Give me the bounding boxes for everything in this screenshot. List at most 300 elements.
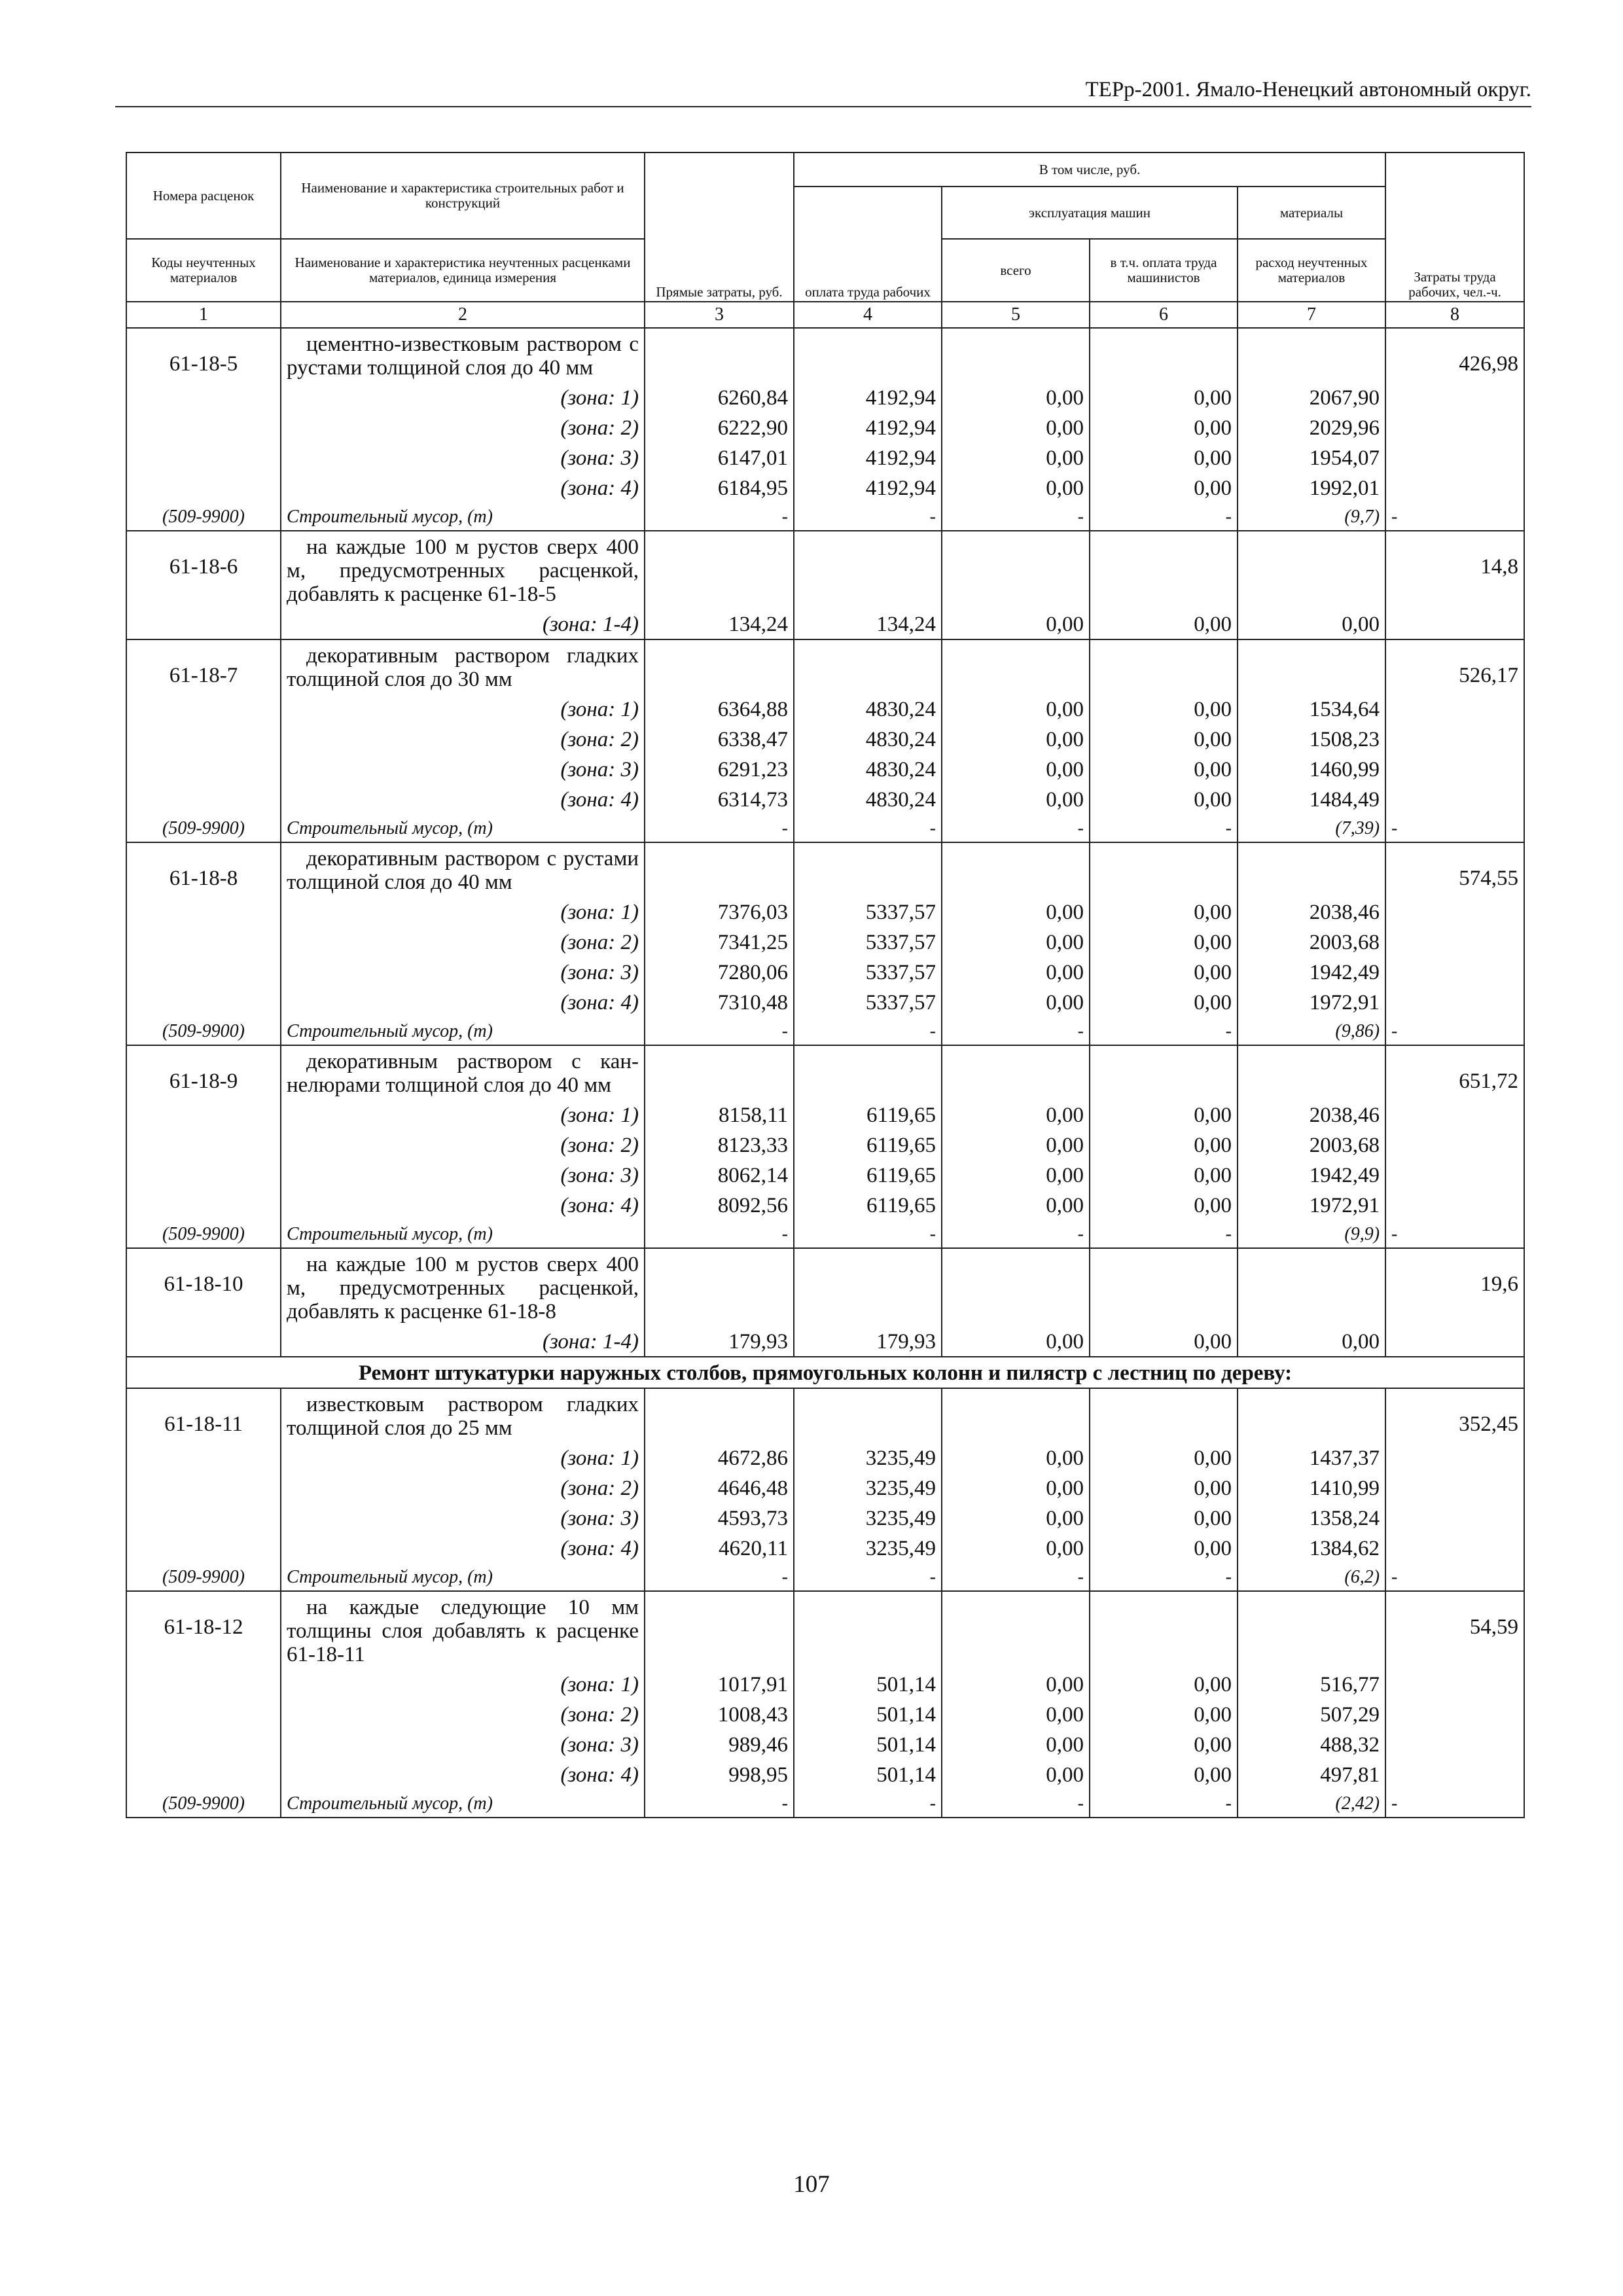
wages-cost: 3235,49: [794, 1533, 942, 1563]
empty-cell: [1238, 1248, 1385, 1326]
empty-cell: [1090, 1248, 1238, 1326]
table-body: [126, 302, 1524, 1818]
rate-description: декоративным раствором гладких толщиной слоя до 30 мм: [281, 639, 645, 694]
materials-cost: 1384,62: [1238, 1533, 1385, 1563]
empty-cell: [942, 639, 1090, 694]
zone-label: (зона: 1): [281, 897, 645, 927]
zone-label: (зона: 4): [281, 473, 645, 503]
material-code: (509-9900): [126, 1017, 281, 1045]
empty-cell: [1238, 531, 1385, 609]
th-col2-bottom: Наименование и характеристика неучтенных расценками материалов, единица измерения: [281, 239, 645, 302]
section-heading-row: [126, 1357, 1524, 1388]
material-name: Строительный мусор, (т): [281, 1563, 645, 1591]
materials-cost: 0,00: [1238, 1326, 1385, 1357]
machines-total: 0,00: [942, 382, 1090, 412]
wages-cost: 3235,49: [794, 1473, 942, 1503]
dash-cell: -: [1090, 1017, 1238, 1045]
machines-total: 0,00: [942, 897, 1090, 927]
empty-cell: [794, 328, 942, 382]
materials-cost: 1437,37: [1238, 1443, 1385, 1473]
wages-cost: 3235,49: [794, 1503, 942, 1533]
wages-cost: 501,14: [794, 1729, 942, 1759]
direct-cost: 7376,03: [645, 897, 794, 927]
empty-cell: [794, 639, 942, 694]
direct-cost: 1008,43: [645, 1699, 794, 1729]
empty-cell: [1238, 328, 1385, 382]
wages-cost: 5337,57: [794, 927, 942, 957]
materials-cost: 497,81: [1238, 1759, 1385, 1789]
empty-cell: [1385, 382, 1524, 412]
zone-row: [126, 1759, 1524, 1789]
empty-cell: [1385, 1443, 1524, 1473]
empty-cell: [1238, 1388, 1385, 1443]
dash-cell: -: [645, 1789, 794, 1818]
direct-cost: 6260,84: [645, 382, 794, 412]
empty-cell: [645, 531, 794, 609]
empty-cell: [126, 609, 281, 639]
dash-cell: -: [1090, 1789, 1238, 1818]
machines-total: 0,00: [942, 1190, 1090, 1220]
empty-cell: [1238, 1045, 1385, 1100]
machinist-wages: 0,00: [1090, 1100, 1238, 1130]
empty-cell: [1385, 1160, 1524, 1190]
wages-cost: 134,24: [794, 609, 942, 639]
rate-description: цементно-известковым раствором с рустами толщиной слоя до 40 мм: [281, 328, 645, 382]
dash-cell: -: [942, 1563, 1090, 1591]
rate-code: 61-18-5: [126, 328, 281, 382]
rate-description: на каждые 100 м рустов сверх 400 м, предусмотренных расценкой, добавлять к расценке 61-18-8: [281, 1248, 645, 1326]
dash-cell: -: [1090, 814, 1238, 842]
empty-cell: [1238, 842, 1385, 897]
empty-cell: [1385, 442, 1524, 473]
empty-cell: [794, 531, 942, 609]
zone-row: [126, 609, 1524, 639]
zone-label: (зона: 4): [281, 784, 645, 814]
wages-cost: 4830,24: [794, 694, 942, 724]
machinist-wages: 0,00: [1090, 1473, 1238, 1503]
direct-cost: 998,95: [645, 1759, 794, 1789]
empty-cell: [1385, 1130, 1524, 1160]
rates-table-wrapper: [126, 152, 1524, 1818]
empty-cell: [1090, 842, 1238, 897]
empty-cell: [1385, 412, 1524, 442]
material-qty: (6,2): [1238, 1563, 1385, 1591]
materials-cost: 1972,91: [1238, 987, 1385, 1017]
dash-cell: -: [1385, 1789, 1524, 1818]
machinist-wages: 0,00: [1090, 473, 1238, 503]
direct-cost: 8092,56: [645, 1190, 794, 1220]
empty-cell: [1385, 1503, 1524, 1533]
zone-label: (зона: 3): [281, 754, 645, 784]
material-name: Строительный мусор, (т): [281, 1220, 645, 1248]
machines-total: 0,00: [942, 724, 1090, 754]
machines-total: 0,00: [942, 1130, 1090, 1160]
zone-row: [126, 784, 1524, 814]
empty-cell: [126, 412, 281, 442]
wages-cost: 5337,57: [794, 987, 942, 1017]
machines-total: 0,00: [942, 1160, 1090, 1190]
machinist-wages: 0,00: [1090, 1533, 1238, 1563]
empty-cell: [126, 1473, 281, 1503]
direct-cost: 179,93: [645, 1326, 794, 1357]
rate-row: [126, 531, 1524, 609]
dash-cell: -: [1385, 503, 1524, 531]
material-code: (509-9900): [126, 1220, 281, 1248]
zone-row: [126, 1473, 1524, 1503]
empty-cell: [1090, 531, 1238, 609]
empty-cell: [1385, 1100, 1524, 1130]
empty-cell: [126, 897, 281, 927]
material-row: [126, 1789, 1524, 1818]
materials-cost: 1942,49: [1238, 1160, 1385, 1190]
dash-cell: -: [1385, 1563, 1524, 1591]
wages-cost: 501,14: [794, 1759, 942, 1789]
direct-cost: 989,46: [645, 1729, 794, 1759]
empty-cell: [126, 1443, 281, 1473]
direct-cost: 6364,88: [645, 694, 794, 724]
labor-cost: 54,59: [1385, 1591, 1524, 1669]
machinist-wages: 0,00: [1090, 724, 1238, 754]
machines-total: 0,00: [942, 987, 1090, 1017]
empty-cell: [645, 1388, 794, 1443]
th-materials: материалы: [1238, 187, 1385, 239]
zone-label: (зона: 3): [281, 442, 645, 473]
empty-cell: [126, 1503, 281, 1533]
material-row: [126, 814, 1524, 842]
materials-cost: 1484,49: [1238, 784, 1385, 814]
empty-cell: [942, 531, 1090, 609]
materials-cost: 1942,49: [1238, 957, 1385, 987]
th-machinist-wages: в т.ч. оплата труда машинистов: [1090, 239, 1238, 302]
machinist-wages: 0,00: [1090, 1190, 1238, 1220]
material-name: Строительный мусор, (т): [281, 1789, 645, 1818]
machinist-wages: 0,00: [1090, 1669, 1238, 1699]
zone-row: [126, 927, 1524, 957]
rate-code: 61-18-8: [126, 842, 281, 897]
wages-cost: 6119,65: [794, 1130, 942, 1160]
material-qty: (9,9): [1238, 1220, 1385, 1248]
dash-cell: -: [942, 1220, 1090, 1248]
zone-label: (зона: 3): [281, 1503, 645, 1533]
machines-total: 0,00: [942, 754, 1090, 784]
machines-total: 0,00: [942, 473, 1090, 503]
zone-label: (зона: 4): [281, 1533, 645, 1563]
labor-cost: 426,98: [1385, 328, 1524, 382]
zone-row: [126, 1326, 1524, 1357]
machinist-wages: 0,00: [1090, 957, 1238, 987]
empty-cell: [1385, 1473, 1524, 1503]
page-header: ТЕРр-2001. Ямало-Ненецкий автономный округ.: [115, 73, 1531, 107]
th-unaccounted: расход неучтенных материалов: [1238, 239, 1385, 302]
machinist-wages: 0,00: [1090, 442, 1238, 473]
machinist-wages: 0,00: [1090, 754, 1238, 784]
empty-cell: [1090, 1045, 1238, 1100]
page-number: 107: [793, 2171, 830, 2198]
materials-cost: 1534,64: [1238, 694, 1385, 724]
empty-cell: [1385, 784, 1524, 814]
machinist-wages: 0,00: [1090, 1729, 1238, 1759]
zone-row: [126, 1729, 1524, 1759]
col-num: 8: [1385, 302, 1524, 328]
empty-cell: [794, 1388, 942, 1443]
wages-cost: 4192,94: [794, 473, 942, 503]
col-num: 7: [1238, 302, 1385, 328]
empty-cell: [1090, 328, 1238, 382]
col-num: 4: [794, 302, 942, 328]
material-row: [126, 1563, 1524, 1591]
zone-row: [126, 473, 1524, 503]
empty-cell: [1385, 927, 1524, 957]
empty-cell: [1385, 473, 1524, 503]
empty-cell: [645, 1591, 794, 1669]
zone-label: (зона: 1): [281, 1669, 645, 1699]
machines-total: 0,00: [942, 1729, 1090, 1759]
direct-cost: 6147,01: [645, 442, 794, 473]
empty-cell: [942, 1045, 1090, 1100]
empty-cell: [942, 842, 1090, 897]
zone-row: [126, 754, 1524, 784]
zone-label: (зона: 4): [281, 987, 645, 1017]
dash-cell: -: [794, 1563, 942, 1591]
machines-total: 0,00: [942, 1699, 1090, 1729]
empty-cell: [126, 987, 281, 1017]
direct-cost: 7341,25: [645, 927, 794, 957]
materials-cost: 2038,46: [1238, 897, 1385, 927]
materials-cost: 516,77: [1238, 1669, 1385, 1699]
empty-cell: [1238, 639, 1385, 694]
empty-cell: [1090, 1388, 1238, 1443]
empty-cell: [126, 1130, 281, 1160]
zone-label: (зона: 3): [281, 957, 645, 987]
empty-cell: [1385, 724, 1524, 754]
zone-row: [126, 1190, 1524, 1220]
material-code: (509-9900): [126, 814, 281, 842]
empty-cell: [126, 724, 281, 754]
column-numbers-row: [126, 302, 1524, 328]
empty-cell: [942, 1388, 1090, 1443]
rate-row: [126, 1388, 1524, 1443]
empty-cell: [794, 1045, 942, 1100]
direct-cost: 6338,47: [645, 724, 794, 754]
materials-cost: 2003,68: [1238, 927, 1385, 957]
th-col1-bottom: Коды неучтенных материалов: [126, 239, 281, 302]
zone-label: (зона: 2): [281, 724, 645, 754]
direct-cost: 6291,23: [645, 754, 794, 784]
direct-cost: 4646,48: [645, 1473, 794, 1503]
rate-row: [126, 328, 1524, 382]
col-num: 1: [126, 302, 281, 328]
wages-cost: 4830,24: [794, 784, 942, 814]
empty-cell: [1385, 957, 1524, 987]
zone-label: (зона: 1-4): [281, 1326, 645, 1357]
zone-row: [126, 412, 1524, 442]
materials-cost: 1992,01: [1238, 473, 1385, 503]
empty-cell: [1385, 1326, 1524, 1357]
machinist-wages: 0,00: [1090, 784, 1238, 814]
col-num: 5: [942, 302, 1090, 328]
machinist-wages: 0,00: [1090, 694, 1238, 724]
dash-cell: -: [794, 814, 942, 842]
empty-cell: [126, 1190, 281, 1220]
zone-row: [126, 1533, 1524, 1563]
wages-cost: 179,93: [794, 1326, 942, 1357]
wages-cost: 501,14: [794, 1699, 942, 1729]
wages-cost: 3235,49: [794, 1443, 942, 1473]
material-row: [126, 1220, 1524, 1248]
material-qty: (9,86): [1238, 1017, 1385, 1045]
zone-label: (зона: 2): [281, 1699, 645, 1729]
machinist-wages: 0,00: [1090, 897, 1238, 927]
labor-cost: 352,45: [1385, 1388, 1524, 1443]
rate-code: 61-18-10: [126, 1248, 281, 1326]
material-name: Строительный мусор, (т): [281, 1017, 645, 1045]
machines-total: 0,00: [942, 442, 1090, 473]
material-row: [126, 503, 1524, 531]
empty-cell: [126, 1669, 281, 1699]
materials-cost: 2003,68: [1238, 1130, 1385, 1160]
zone-label: (зона: 3): [281, 1160, 645, 1190]
dash-cell: -: [1385, 1017, 1524, 1045]
materials-cost: 1972,91: [1238, 1190, 1385, 1220]
empty-cell: [1090, 639, 1238, 694]
labor-cost: 526,17: [1385, 639, 1524, 694]
zone-row: [126, 987, 1524, 1017]
zone-row: [126, 1699, 1524, 1729]
machinist-wages: 0,00: [1090, 412, 1238, 442]
empty-cell: [126, 1533, 281, 1563]
empty-cell: [126, 1759, 281, 1789]
material-name: Строительный мусор, (т): [281, 814, 645, 842]
zone-row: [126, 1443, 1524, 1473]
labor-cost: 14,8: [1385, 531, 1524, 609]
machinist-wages: 0,00: [1090, 1326, 1238, 1357]
empty-cell: [126, 473, 281, 503]
materials-cost: 2029,96: [1238, 412, 1385, 442]
table-head: [126, 152, 1524, 302]
wages-cost: 5337,57: [794, 957, 942, 987]
rate-row: [126, 1248, 1524, 1326]
direct-cost: 6222,90: [645, 412, 794, 442]
materials-cost: 2067,90: [1238, 382, 1385, 412]
machines-total: 0,00: [942, 609, 1090, 639]
machines-total: 0,00: [942, 1533, 1090, 1563]
wages-cost: 4192,94: [794, 412, 942, 442]
zone-label: (зона: 1): [281, 382, 645, 412]
empty-cell: [1385, 987, 1524, 1017]
machines-total: 0,00: [942, 694, 1090, 724]
zone-label: (зона: 3): [281, 1729, 645, 1759]
labor-cost: 574,55: [1385, 842, 1524, 897]
empty-cell: [1385, 694, 1524, 724]
dash-cell: -: [1090, 1563, 1238, 1591]
material-qty: (2,42): [1238, 1789, 1385, 1818]
direct-cost: 4620,11: [645, 1533, 794, 1563]
machines-total: 0,00: [942, 1503, 1090, 1533]
zone-label: (зона: 1): [281, 694, 645, 724]
rate-code: 61-18-7: [126, 639, 281, 694]
empty-cell: [1385, 1190, 1524, 1220]
dash-cell: -: [942, 1017, 1090, 1045]
rate-description: декоративным раствором с каннелюрами толщиной слоя до 40 мм: [281, 1045, 645, 1100]
machinist-wages: 0,00: [1090, 987, 1238, 1017]
dash-cell: -: [1090, 503, 1238, 531]
wages-cost: 6119,65: [794, 1190, 942, 1220]
dash-cell: -: [794, 503, 942, 531]
dash-cell: -: [645, 1220, 794, 1248]
zone-label: (зона: 1-4): [281, 609, 645, 639]
empty-cell: [126, 1100, 281, 1130]
th-col1-top: Номера расценок: [126, 152, 281, 239]
dash-cell: -: [794, 1789, 942, 1818]
dash-cell: -: [645, 1563, 794, 1591]
col-num: 2: [281, 302, 645, 328]
col-num: 3: [645, 302, 794, 328]
dash-cell: -: [942, 503, 1090, 531]
empty-cell: [126, 442, 281, 473]
materials-cost: 507,29: [1238, 1699, 1385, 1729]
direct-cost: 4593,73: [645, 1503, 794, 1533]
rate-row: [126, 1045, 1524, 1100]
rate-code: 61-18-11: [126, 1388, 281, 1443]
zone-row: [126, 694, 1524, 724]
dash-cell: -: [942, 1789, 1090, 1818]
direct-cost: 8123,33: [645, 1130, 794, 1160]
wages-cost: 4192,94: [794, 442, 942, 473]
machines-total: 0,00: [942, 957, 1090, 987]
wages-cost: 6119,65: [794, 1100, 942, 1130]
empty-cell: [1385, 1533, 1524, 1563]
zone-label: (зона: 4): [281, 1759, 645, 1789]
dash-cell: -: [1385, 814, 1524, 842]
empty-cell: [645, 1045, 794, 1100]
col-num: 6: [1090, 302, 1238, 328]
empty-cell: [942, 1248, 1090, 1326]
empty-cell: [645, 639, 794, 694]
wages-cost: 5337,57: [794, 897, 942, 927]
rate-code: 61-18-6: [126, 531, 281, 609]
wages-cost: 4830,24: [794, 724, 942, 754]
direct-cost: 134,24: [645, 609, 794, 639]
material-qty: (7,39): [1238, 814, 1385, 842]
machinist-wages: 0,00: [1090, 1699, 1238, 1729]
empty-cell: [1238, 1591, 1385, 1669]
direct-cost: 7280,06: [645, 957, 794, 987]
material-name: Строительный мусор, (т): [281, 503, 645, 531]
zone-row: [126, 1160, 1524, 1190]
rate-description: известковым раствором гладких толщиной слоя до 25 мм: [281, 1388, 645, 1443]
materials-cost: 1460,99: [1238, 754, 1385, 784]
machinist-wages: 0,00: [1090, 1759, 1238, 1789]
th-machines: эксплуатация машин: [942, 187, 1238, 239]
empty-cell: [1385, 1759, 1524, 1789]
zone-row: [126, 957, 1524, 987]
zone-label: (зона: 2): [281, 1130, 645, 1160]
machines-total: 0,00: [942, 1326, 1090, 1357]
empty-cell: [645, 1248, 794, 1326]
empty-cell: [126, 694, 281, 724]
rate-row: [126, 842, 1524, 897]
empty-cell: [126, 382, 281, 412]
machines-total: 0,00: [942, 1443, 1090, 1473]
rate-row: [126, 1591, 1524, 1669]
material-code: (509-9900): [126, 1563, 281, 1591]
empty-cell: [1090, 1591, 1238, 1669]
th-wages: оплата труда рабочих: [794, 187, 942, 302]
empty-cell: [126, 957, 281, 987]
empty-cell: [1385, 1699, 1524, 1729]
machinist-wages: 0,00: [1090, 1503, 1238, 1533]
empty-cell: [1385, 1669, 1524, 1699]
